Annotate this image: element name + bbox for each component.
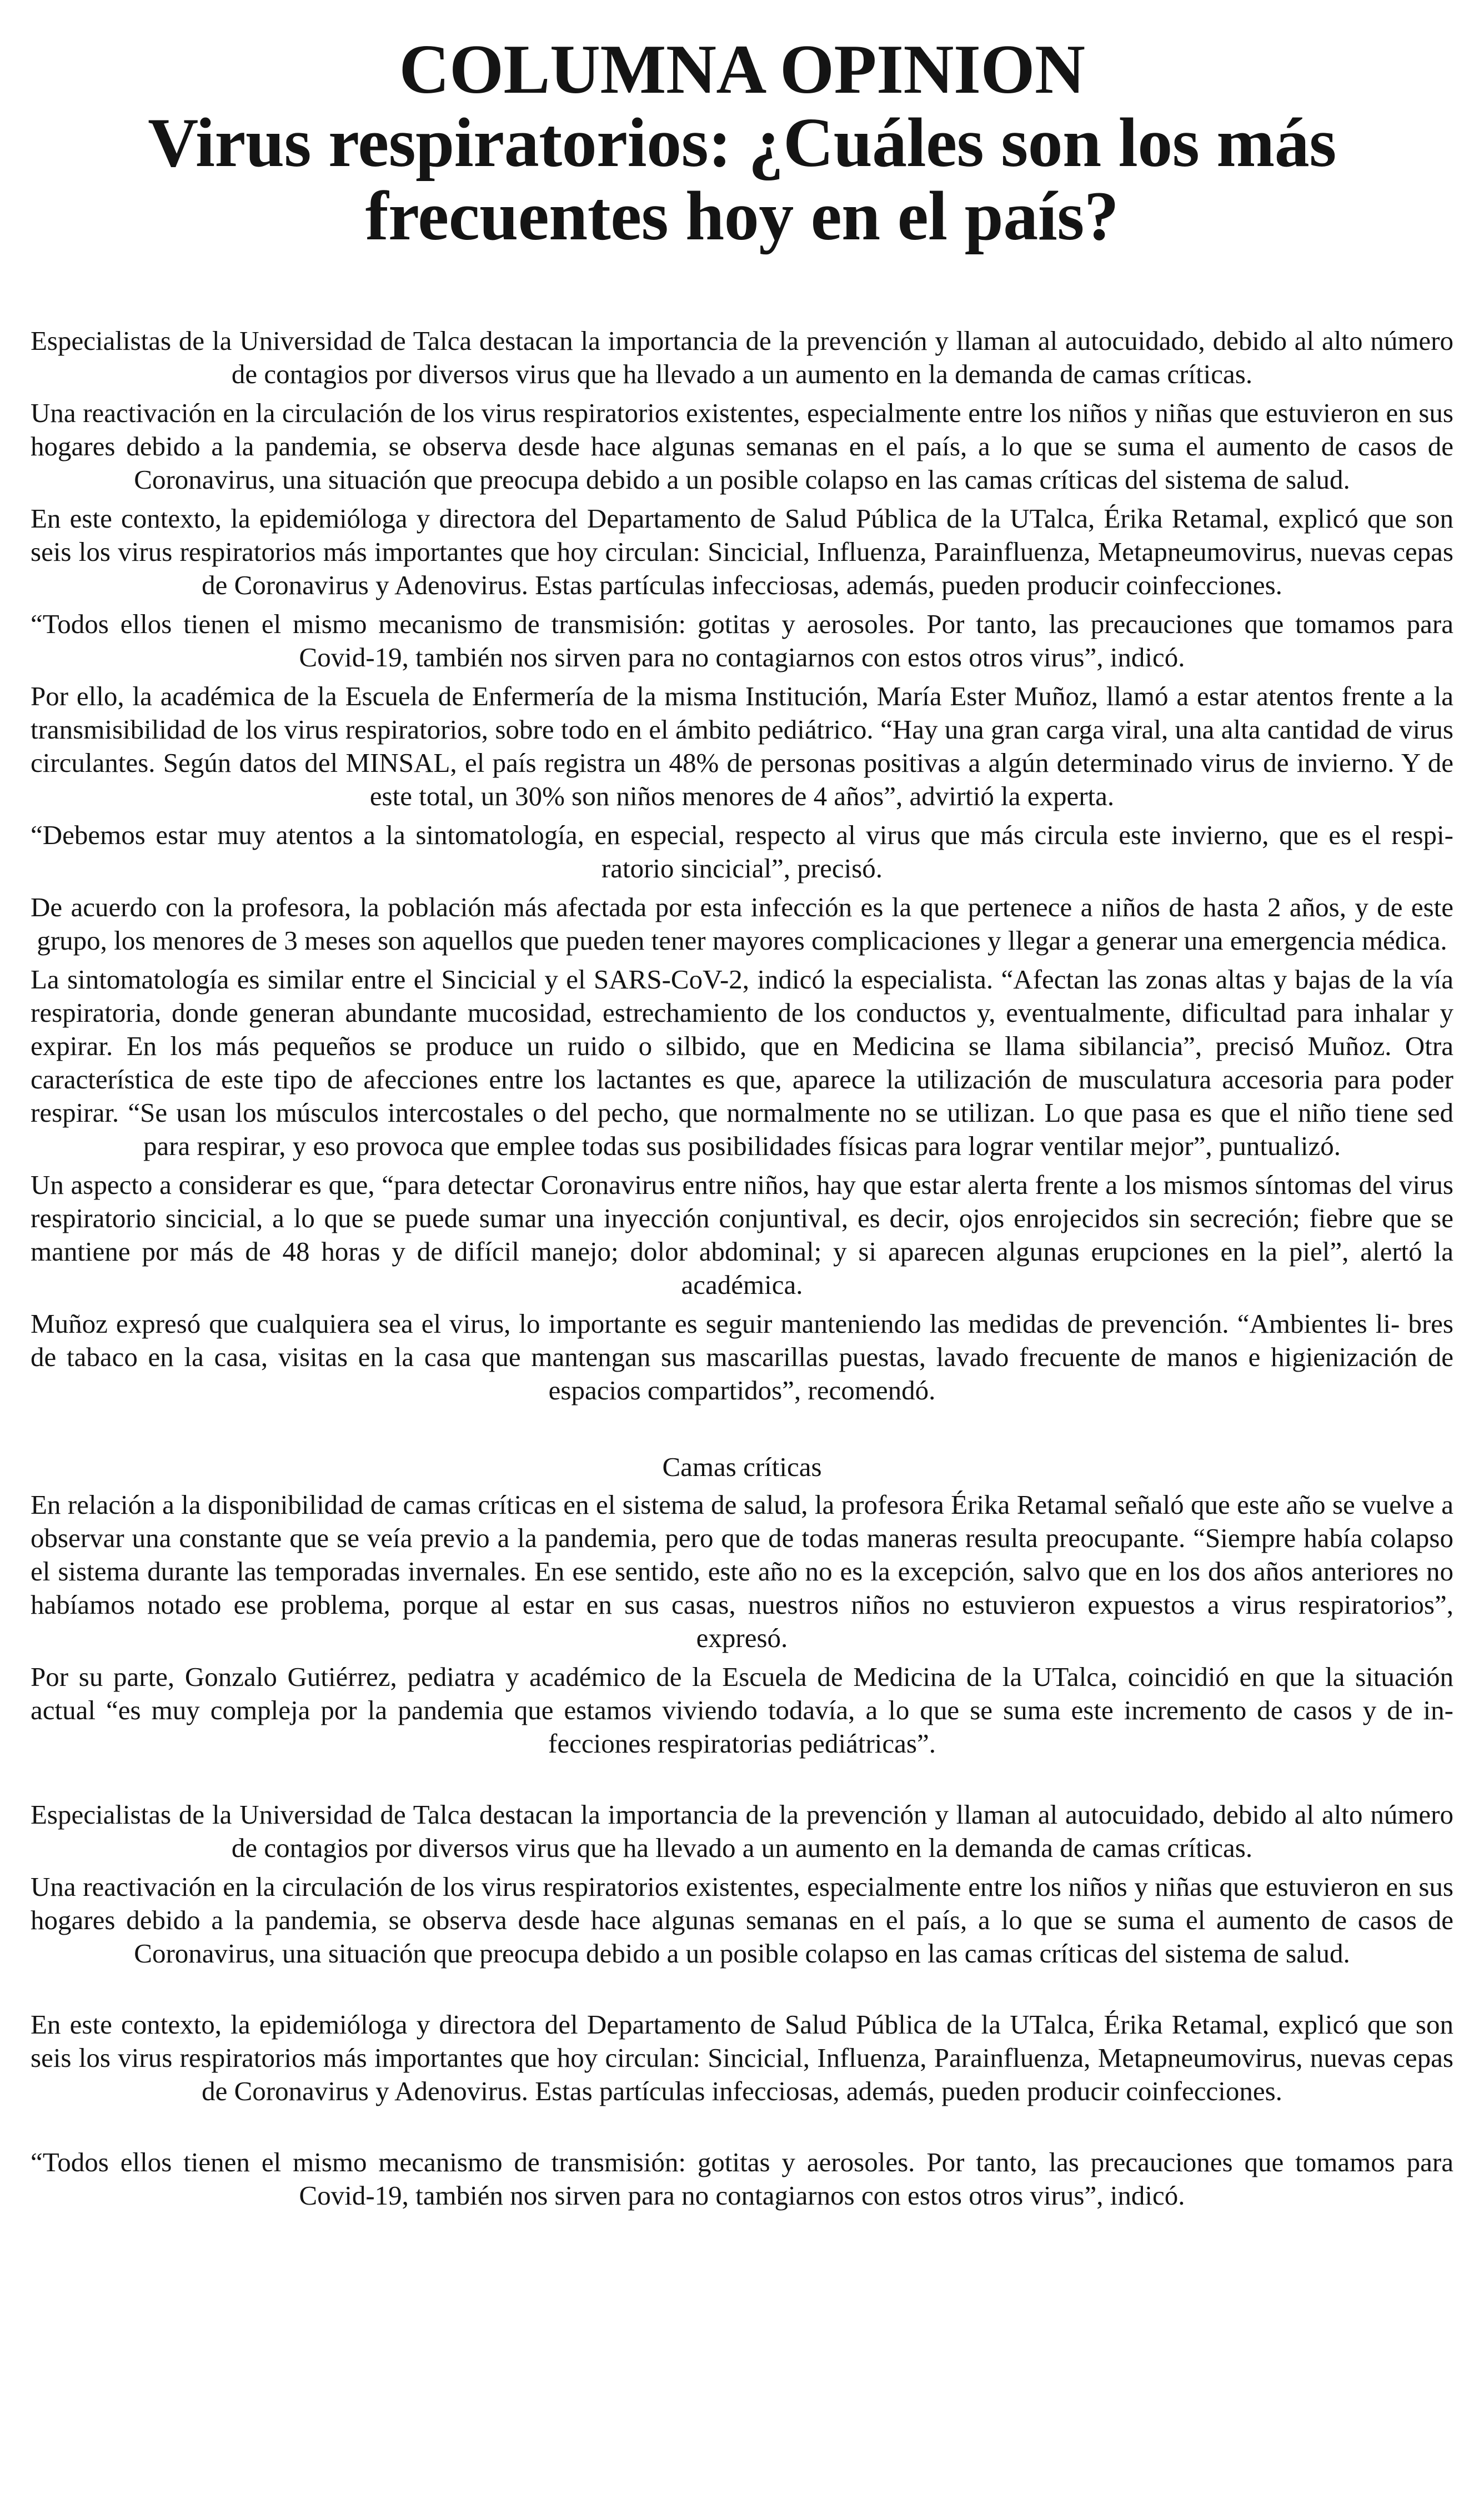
article-paragraph: “Todos ellos tienen el mismo mecanismo de transmisión: gotitas y aerosoles. Por tanto, las precauciones que tomamos para Covid-19, también nos sirven para no contagiarnos con estos otros virus”, indicó. (31, 2147, 1453, 2211)
article-body (31, 324, 1453, 2212)
article-paragraph: Un aspecto a considerar es que, “para detectar Coronavirus entre niños, hay que estar alerta frente a los mismos síntomas del virus respiratorio sincicial, a lo que se puede sumar una inyección conjuntival, es decir, ojos enrojecidos sin secreción; fiebre que se mantiene por más de 48 horas y de difícil manejo; dolor abdominal; y si aparecen algunas erupciones en la piel”, alertó la académica. (31, 1169, 1453, 1300)
article-paragraph: Una reactivación en la circulación de los virus respiratorios existentes, especialmente entre los niños y niñas que estuvieron en sus hogares debido a la pandemia, se observa desde hace algunas semanas en el país, a lo que se suma el aumento de casos de Coronavirus, una situación que preocupa debido a un posible colapso en las camas críticas del sistema de salud. (31, 398, 1453, 495)
page-headline (31, 33, 1453, 253)
section-subheading: Camas críticas (662, 1452, 822, 1482)
article-paragraph: Muñoz expresó que cualquiera sea el virus, lo importante es seguir manteniendo las medidas de prevención. “Ambientes li- bres de tabaco en la casa, visitas en la casa que mantengan sus mascarillas puestas, lavado frecuente de manos e higienización de espacios compartidos”, recomendó. (31, 1308, 1453, 1405)
article-paragraph: En este contexto, la epidemióloga y directora del Departamento de Salud Pública de la UTalca, Érika Retamal, explicó que son seis los virus respiratorios más importantes que hoy circulan: Sincicial, Influenza, Parainfluenza, Metapneumovirus, nuevas cepas de Coronavirus y Adenovirus. Estas partículas infecciosas, además, pueden producir coinfecciones. (31, 503, 1453, 600)
article-paragraph: De acuerdo con la profesora, la población más afectada por esta infección es la que pertenece a niños de hasta 2 años, y de este grupo, los menores de 3 meses son aquellos que pueden tener mayores complicaciones y llegar a generar una emergencia médica. (31, 892, 1453, 956)
article-paragraph: “Todos ellos tienen el mismo mecanismo de transmisión: gotitas y aerosoles. Por tanto, las precauciones que tomamos para Covid-19, también nos sirven para no contagiarnos con estos otros virus”, indicó. (31, 609, 1453, 672)
article-paragraph: En relación a la disponibilidad de camas críticas en el sistema de salud, la profesora Érika Retamal señaló que este año se vuelve a observar una constante que se veía previo a la pandemia, pero que de todas maneras resulta preocupante. “Siempre había colapso el sistema durante las temporadas invernales. En ese sentido, este año no es la excepción, salvo que en los dos años anteriores no habíamos notado ese problema, porque al estar en sus casas, nuestros niños no estuvieron expuestos a virus respiratorios”, expresó. (31, 1489, 1453, 1653)
article-paragraph: Por su parte, Gonzalo Gutiérrez, pediatra y académico de la Escuela de Medicina de la UTalca, coincidió en que la situación actual “es muy compleja por la pandemia que estamos viviendo todavía, a lo que se suma este incremento de casos y de in- fecciones respiratorias pediátricas”. (31, 1661, 1453, 1759)
article-paragraph: Especialistas de la Universidad de Talca destacan la importancia de la prevención y llaman al autocuidado, debido al alto número de contagios por diversos virus que ha llevado a un aumento en la demanda de camas críticas. (31, 1799, 1453, 1863)
article-paragraph: Por ello, la académica de la Escuela de Enfermería de la misma Institución, María Ester Muñoz, llamó a estar atentos frente a la transmisibilidad de los virus respiratorios, sobre todo en el ámbito pediátrico. “Hay una gran carga viral, una alta cantidad de virus circulantes. Según datos del MINSAL, el país registra un 48% de personas positivas a algún determinado virus de invierno. Y de este total, un 30% son niños menores de 4 años”, advirtió la experta. (31, 681, 1453, 811)
column-kicker: COLUMNA OPINION (399, 31, 1085, 108)
page-title: Virus respiratorios: ¿Cuáles son los más frecuentes hoy en el país? (148, 104, 1336, 255)
article-paragraph: La sintomatología es similar entre el Sincicial y el SARS-CoV-2, indicó la especialista. “Afectan las zonas altas y bajas de la vía respiratoria, donde generan abundante mucosidad, estrechamiento de los conductos y, eventualmente, dificultad para inhalar y expirar. En los más pequeños se produce un ruido o silbido, que en Medicina se llama sibilancia”, precisó Muñoz. Otra característica de este tipo de afecciones entre los lactantes es que, aparece la utilización de musculatura accesoria para poder respirar. “Se usan los músculos intercostales o del pecho, que normalmente no se utilizan. Lo que pasa es que el niño tiene sed para respirar, y eso provoca que emplee todas sus posibilidades físicas para lograr ventilar mejor”, puntualizó. (31, 964, 1453, 1161)
article-paragraph: Una reactivación en la circulación de los virus respiratorios existentes, especialmente entre los niños y niñas que estuvieron en sus hogares debido a la pandemia, se observa desde hace algunas semanas en el país, a lo que se suma el aumento de casos de Coronavirus, una situación que preocupa debido a un posible colapso en las camas críticas del sistema de salud. (31, 1871, 1453, 1969)
article-paragraph: En este contexto, la epidemióloga y directora del Departamento de Salud Pública de la UTalca, Érika Retamal, explicó que son seis los virus respiratorios más importantes que hoy circulan: Sincicial, Influenza, Parainfluenza, Metapneumovirus, nuevas cepas de Coronavirus y Adenovirus. Estas partículas infecciosas, además, pueden producir coinfecciones. (31, 2009, 1453, 2106)
article-paragraph: “Debemos estar muy atentos a la sintomatología, en especial, respecto al virus que más circula este invierno, que es el respi- ratorio sincicial”, precisó. (31, 820, 1453, 883)
article-lead: Especialistas de la Universidad de Talca destacan la importancia de la prevención y llaman al autocuidado, debido al alto número de contagios por diversos virus que ha llevado a un aumento en la demanda de camas críticas. (31, 325, 1453, 389)
